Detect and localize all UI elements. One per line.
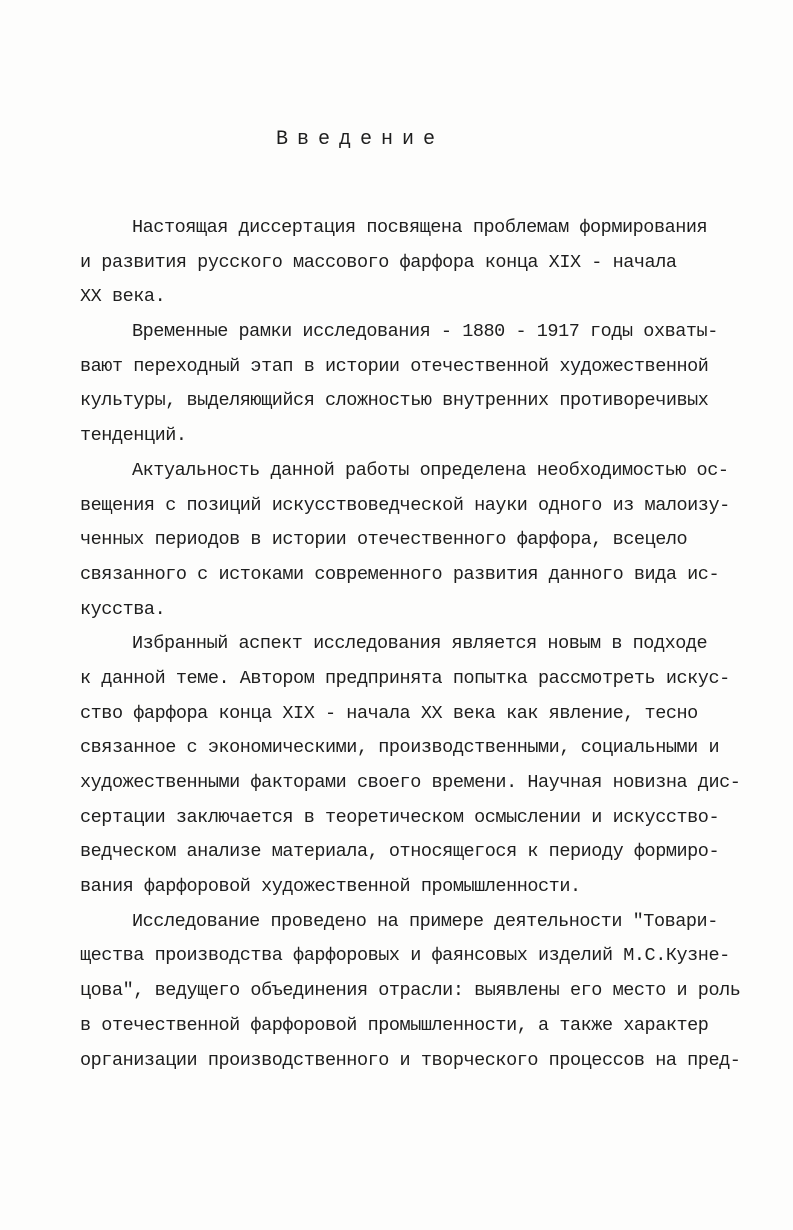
text-line: в отечественной фарфоровой промышленности, а также характер: [80, 1014, 709, 1036]
text-line: Временные рамки исследования - 1880 - 1917 годы охваты-: [132, 321, 718, 343]
text-line: организации производственного и творческого процессов на пред-: [80, 1049, 741, 1071]
text-line: связанное с экономическими, производственными, социальными и: [80, 737, 720, 759]
text-line: вают переходный этап в истории отечественной художественной: [80, 355, 709, 377]
text-line: ство фарфора конца XIX - начала XX века как явление, тесно: [80, 702, 698, 724]
text-line: вещения с позиций искусствоведческой науки одного из малоизу-: [80, 494, 730, 516]
page-title: Введение: [275, 128, 444, 151]
text-line: XX века.: [80, 286, 166, 308]
text-line: ченных периодов в истории отечественного фарфора, всецело: [80, 529, 688, 551]
text-line: кусства.: [80, 598, 166, 620]
text-line: связанного с истоками современного развития данного вида ис-: [80, 563, 720, 585]
text-line: щества производства фарфоровых и фаянсовых изделий М.С.Кузне-: [80, 945, 730, 967]
text-line: ведческом анализе материала, относящегося к периоду формиро-: [80, 841, 720, 863]
text-line: сертации заключается в теоретическом осмыслении и искусство-: [80, 806, 720, 828]
text-line: художественными факторами своего времени. Научная новизна дис-: [80, 772, 741, 793]
text-line: Настоящая диссертация посвящена проблемам формирования: [132, 217, 708, 238]
text-line: Исследование проведено на примере деятельности "Товари-: [132, 910, 718, 932]
text-line: Актуальность данной работы определена необходимостью ос-: [132, 459, 729, 481]
text-line: к данной теме. Автором предпринята попытка рассмотреть искус-: [80, 667, 730, 689]
text-line: тенденций.: [80, 425, 187, 447]
text-line: и развития русского массового фарфора конца XIX - начала: [80, 251, 677, 273]
text-line: вания фарфоровой художественной промышленности.: [80, 876, 581, 898]
text-line: культуры, выделяющийся сложностью внутренних противоречивых: [80, 390, 709, 412]
text-line: Избранный аспект исследования является новым в подходе: [132, 633, 708, 655]
document-body: [80, 211, 770, 1078]
text-line: цова", ведущего объединения отрасли: выявлены его место и роль: [80, 980, 741, 1002]
